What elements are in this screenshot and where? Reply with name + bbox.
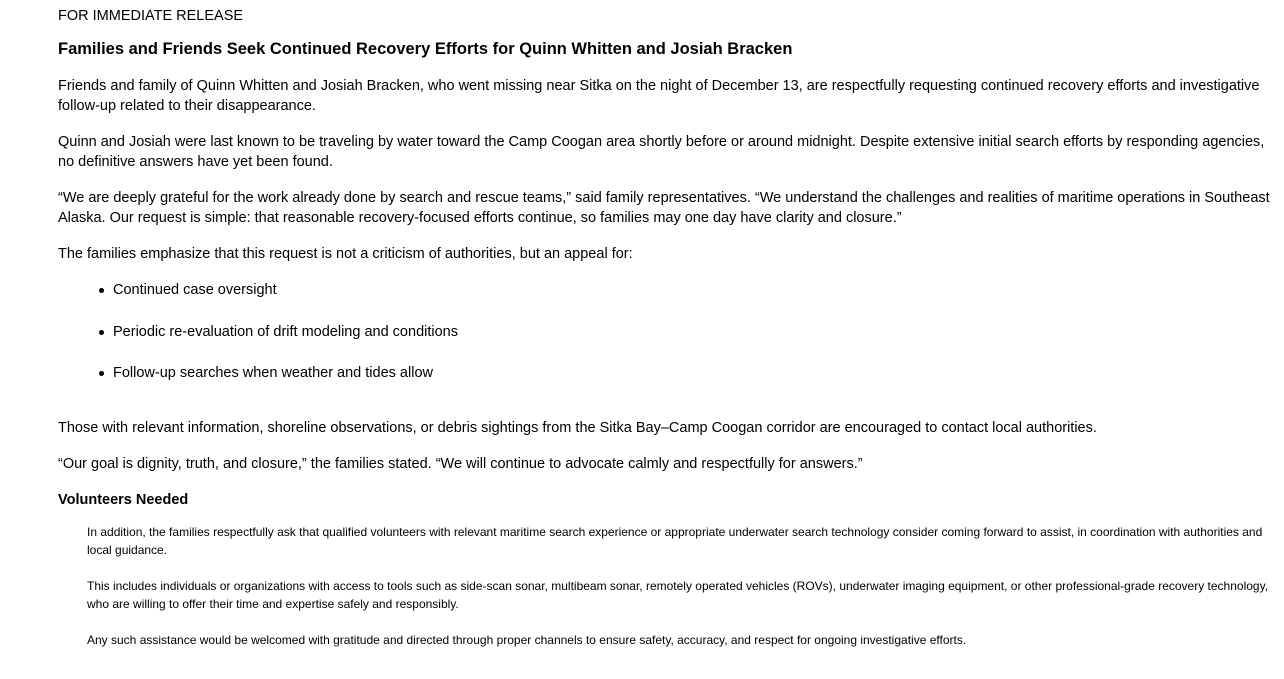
list-item <box>113 322 1284 342</box>
closing-quote-paragraph: “Our goal is dignity, truth, and closure,” the families stated. “We will continue to advocate calmly and respectfully for answers.” <box>58 455 863 472</box>
list-item <box>113 363 1284 383</box>
volunteers-paragraph: Any such assistance would be welcomed with gratitude and directed through proper channels to ensure safety, accuracy, and respect for ongoing investigative efforts. <box>87 632 967 647</box>
volunteers-section <box>58 523 1284 649</box>
bullet-icon <box>99 288 104 293</box>
press-release-document <box>58 6 1284 667</box>
list-item <box>113 280 1284 300</box>
bullet-icon <box>99 371 104 376</box>
volunteers-paragraph: In addition, the families respectfully ask that qualified volunteers with relevant maritime search experience or appropriate underwater search technology consider coming forward to assist, in coordination with authorities and local guidance. <box>87 524 1263 557</box>
family-quote-paragraph: “We are deeply grateful for the work already done by search and rescue teams,” said family representatives. “We understand the challenges and realities of maritime operations in Southeast Alaska. Our request is simple: that reasonable recovery-focused efforts continue, so families may one day have clarity and closure.” <box>58 190 1270 226</box>
intro-paragraph: Friends and family of Quinn Whitten and Josiah Bracken, who went missing near Sitka on the night of December 13, are respectfully requesting continued recovery efforts and investigative follow-up related to their disappearance. <box>58 78 1260 114</box>
appeal-list <box>58 280 1284 383</box>
list-item-text: Continued case oversight <box>113 282 277 298</box>
volunteers-paragraph: This includes individuals or organizations with access to tools such as side-scan sonar, multibeam sonar, remotely operated vehicles (ROVs), underwater imaging equipment, or other professional-grade recovery technology, who are willing to offer their time and expertise safely and responsibly. <box>87 578 1269 611</box>
appeal-paragraph: The families emphasize that this request is not a criticism of authorities, but an appeal for: <box>58 246 633 262</box>
release-tag: FOR IMMEDIATE RELEASE <box>58 8 244 24</box>
list-item-text: Periodic re-evaluation of drift modeling and conditions <box>113 323 458 340</box>
last-known-paragraph: Quinn and Josiah were last known to be traveling by water toward the Camp Coogan area shortly before or around midnight. Despite extensive initial search efforts by responding agencies, no definitive answers have yet been found. <box>58 134 1265 170</box>
list-item-text: Follow-up searches when weather and tides allow <box>113 365 433 381</box>
volunteers-heading: Volunteers Needed <box>58 491 189 508</box>
information-request-paragraph: Those with relevant information, shoreline observations, or debris sightings from the Sitka Bay–Camp Coogan corridor are encouraged to contact local authorities. <box>58 419 1097 436</box>
headline: Families and Friends Seek Continued Recovery Efforts for Quinn Whitten and Josiah Bracken <box>58 40 793 58</box>
bullet-icon <box>99 330 104 335</box>
